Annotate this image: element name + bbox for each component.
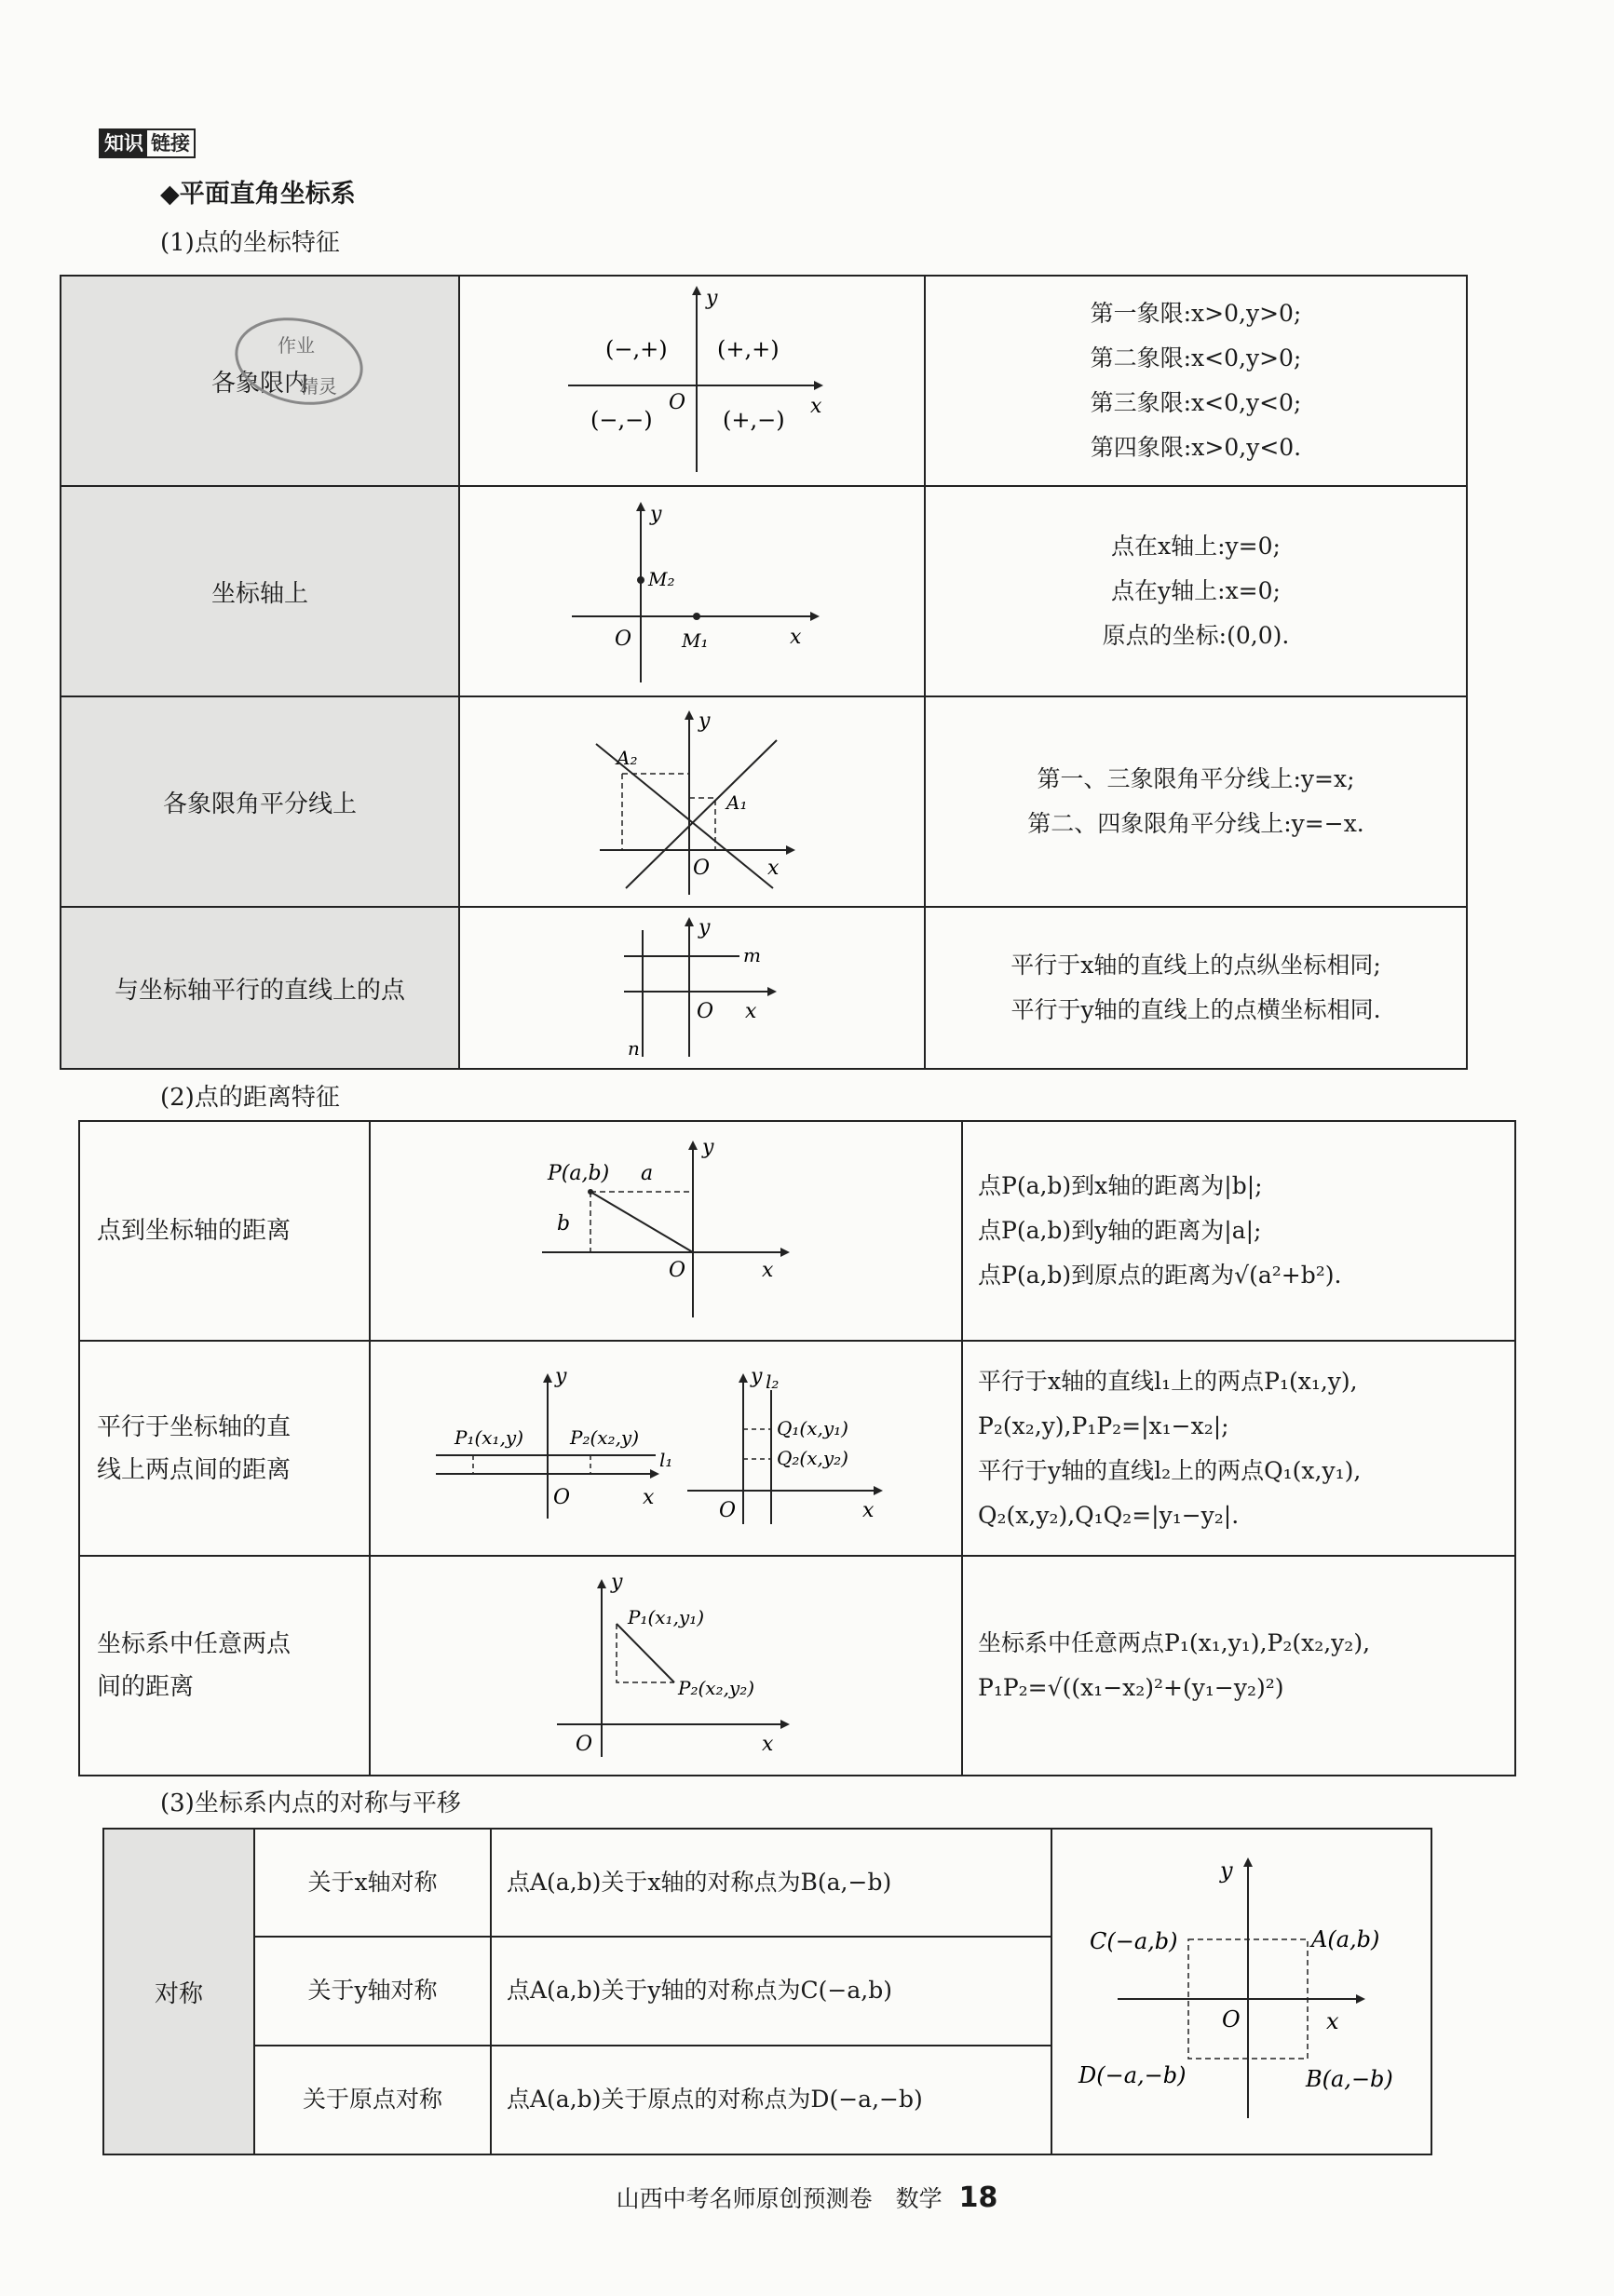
- tag-part2: 链接: [151, 132, 190, 155]
- stamp-logo: [229, 305, 369, 417]
- origin-label: O: [719, 1499, 737, 1522]
- l2-label: l₂: [766, 1371, 780, 1393]
- desc-line: 第二、四象限角平分线上:y=−x.: [1027, 810, 1364, 837]
- x-label: x: [762, 1733, 774, 1756]
- desc-line: P₁P₂=√((x₁−x₂)²+(y₁−y₂)²): [978, 1674, 1284, 1701]
- symmetry-figure: [1051, 1829, 1431, 2154]
- origin-label: O: [576, 1733, 593, 1756]
- m2-label: M₂: [648, 568, 675, 590]
- bisector-desc: [925, 696, 1467, 907]
- desc-line: 点P(a,b)到原点的距离为√(a²+b²).: [978, 1262, 1342, 1289]
- row-label: [79, 1556, 370, 1776]
- x-label: x: [862, 1499, 875, 1522]
- parallel-distance-desc: [962, 1341, 1515, 1556]
- origin-label: O: [553, 1486, 571, 1509]
- b-label: b: [557, 1212, 571, 1236]
- desc-line: 点在y轴上:x=0;: [1111, 577, 1281, 604]
- parallel-desc: [925, 907, 1467, 1069]
- row-label: 坐标轴上: [61, 486, 459, 696]
- desc-line: 坐标系中任意两点P₁(x₁,y₁),P₂(x₂,y₂),: [978, 1629, 1371, 1656]
- p1-label: P₁(x₁,y): [454, 1426, 524, 1449]
- stamp-line2: 精灵: [300, 375, 337, 398]
- desc-line: 点P(a,b)到x轴的距离为|b|;: [978, 1172, 1263, 1199]
- y-label: y: [702, 1136, 714, 1159]
- page-footer: [0, 2181, 1614, 2214]
- p2-label: P₂(x₂,y): [570, 1426, 640, 1449]
- row-label: 点到坐标轴的距离: [79, 1121, 370, 1341]
- x-label: x: [1326, 2008, 1339, 2034]
- x-label: x: [810, 395, 822, 418]
- axis-figure: [459, 486, 925, 696]
- desc-line: 第一、三象限角平分线上:y=x;: [1037, 765, 1355, 792]
- symmetry-text: 点A(a,b)关于原点的对称点为D(−a,−b): [491, 2046, 1051, 2154]
- section3-heading: (3)坐标系内点的对称与平移: [160, 1790, 461, 1817]
- symmetry-type: 关于x轴对称: [254, 1829, 491, 1937]
- x-label: x: [643, 1486, 655, 1509]
- origin-label: O: [693, 857, 711, 880]
- desc-line: 原点的坐标:(0,0).: [1102, 622, 1290, 649]
- label-line: 坐标系中任意两点: [97, 1630, 292, 1658]
- origin-label: O: [697, 1000, 714, 1023]
- q2-label: Q₂(x,y₂): [777, 1447, 848, 1469]
- symmetry-table: [102, 1828, 1432, 2155]
- origin-label: O: [1222, 2006, 1241, 2033]
- section2-heading: (2)点的距离特征: [160, 1084, 340, 1112]
- q1-label: Q₁(x,y₁): [777, 1417, 848, 1439]
- m-label: m: [743, 944, 761, 966]
- a-label: a: [641, 1162, 654, 1185]
- q1-label: (+,+): [717, 336, 780, 362]
- symmetry-type: 关于原点对称: [254, 2046, 491, 2154]
- page-number: 18: [958, 2181, 998, 2214]
- a1-label: A₁: [726, 791, 748, 814]
- symmetry-text: 点A(a,b)关于y轴的对称点为C(−a,b): [491, 1937, 1051, 2046]
- desc-line: 平行于x轴的直线上的点纵坐标相同;: [1010, 952, 1381, 979]
- section-title: ◆平面直角坐标系: [160, 180, 356, 209]
- bisector-figure: [459, 696, 925, 907]
- two-point-distance-figure: [370, 1556, 962, 1776]
- stamp-line1: 作业: [278, 334, 315, 357]
- desc-line: 平行于y轴的直线l₂上的两点Q₁(x,y₁),: [978, 1456, 1362, 1484]
- quadrant-figure: [459, 276, 925, 486]
- x-label: x: [767, 857, 780, 880]
- y-label: y: [611, 1571, 623, 1594]
- parallel-distance-figure: [370, 1341, 962, 1556]
- y-label: y: [698, 916, 711, 939]
- label-line: 间的距离: [97, 1673, 195, 1701]
- l1-label: l₁: [659, 1449, 673, 1471]
- label-line: 线上两点间的距离: [97, 1455, 292, 1484]
- point-distance-figure: [370, 1121, 962, 1341]
- p2-label: P₂(x₂,y₂): [678, 1677, 755, 1699]
- y-label: y: [698, 709, 711, 733]
- parallel-lines-figure: [459, 907, 925, 1069]
- m1-label: M₁: [682, 629, 709, 652]
- q2-label: (−,+): [605, 336, 668, 362]
- y-label: y: [555, 1365, 567, 1388]
- row-label: 各象限角平分线上: [61, 696, 459, 907]
- q3-label: (−,−): [590, 407, 653, 433]
- distance-features-table: [78, 1120, 1516, 1776]
- symmetry-type: 关于y轴对称: [254, 1937, 491, 2046]
- x-label: x: [762, 1259, 774, 1282]
- desc-line: 第一象限:x>0,y>0;: [1090, 300, 1302, 327]
- y-label: y: [751, 1365, 763, 1388]
- knowledge-link-tag: [99, 128, 196, 158]
- origin-label: O: [615, 628, 632, 651]
- row-label: [79, 1341, 370, 1556]
- row-label: 与坐标轴平行的直线上的点: [61, 907, 459, 1069]
- axis-desc: [925, 486, 1467, 696]
- c-label: C(−a,b): [1090, 1928, 1178, 1954]
- symmetry-group-label: 对称: [103, 1829, 254, 2154]
- desc-line: 第四象限:x>0,y<0.: [1090, 434, 1302, 461]
- footer-text: 山西中考名师原创预测卷 数学: [616, 2185, 943, 2212]
- a2-label: A₂: [617, 747, 638, 769]
- b-label: B(a,−b): [1306, 2066, 1393, 2092]
- d-label: D(−a,−b): [1078, 2062, 1187, 2088]
- row-label: 各象限内: [61, 276, 459, 486]
- n-label: n: [628, 1037, 640, 1060]
- desc-line: Q₂(x,y₂),Q₁Q₂=|y₁−y₂|.: [978, 1501, 1240, 1529]
- desc-line: 第三象限:x<0,y<0;: [1090, 389, 1302, 416]
- desc-line: 点P(a,b)到y轴的距离为|a|;: [978, 1217, 1262, 1244]
- desc-line: P₂(x₂,y),P₁P₂=|x₁−x₂|;: [978, 1411, 1229, 1439]
- p1-label: P₁(x₁,y₁): [628, 1606, 705, 1628]
- y-label: y: [706, 287, 718, 310]
- symmetry-text: 点A(a,b)关于x轴的对称点为B(a,−b): [491, 1829, 1051, 1937]
- two-point-distance-desc: [962, 1556, 1515, 1776]
- quadrant-desc: [925, 276, 1467, 486]
- label-line: 平行于坐标轴的直: [97, 1412, 292, 1441]
- point-distance-desc: [962, 1121, 1515, 1341]
- p-label: P(a,b): [548, 1162, 610, 1185]
- x-label: x: [745, 1000, 757, 1023]
- desc-line: 平行于x轴的直线l₁上的两点P₁(x₁,y),: [978, 1367, 1358, 1395]
- q4-label: (+,−): [723, 407, 785, 433]
- section1-heading: (1)点的坐标特征: [160, 229, 340, 257]
- desc-line: 平行于y轴的直线上的点横坐标相同.: [1010, 996, 1381, 1023]
- y-label: y: [650, 503, 662, 526]
- a-label: A(a,b): [1311, 1926, 1380, 1952]
- desc-line: 第二象限:x<0,y>0;: [1090, 344, 1302, 371]
- origin-label: O: [669, 391, 686, 414]
- origin-label: O: [669, 1259, 686, 1282]
- desc-line: 点在x轴上:y=0;: [1111, 533, 1281, 560]
- tag-part1: 知识: [101, 130, 147, 156]
- x-label: x: [790, 626, 802, 649]
- y-label: y: [1220, 1857, 1233, 1884]
